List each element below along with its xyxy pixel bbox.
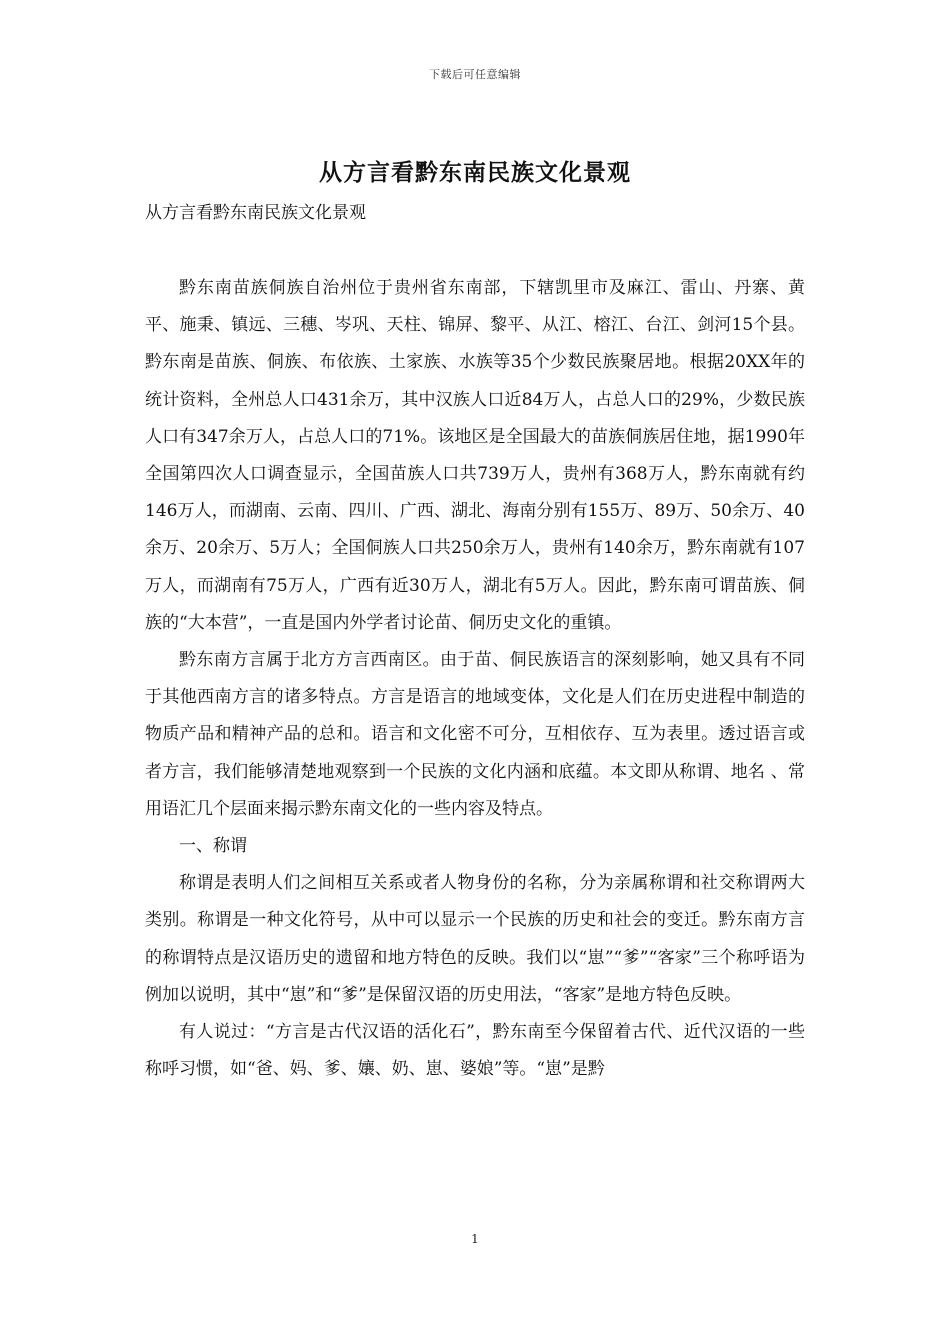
paragraph: 有人说过：“方言是古代汉语的活化石”，黔东南至今保留着古代、近代汉语的一些称呼习惯，如“爸、妈、爹、孃、奶、崽、婆娘”等。“崽”是黔 xyxy=(145,1022,805,1080)
paragraph: 黔东南苗族侗族自治州位于贵州省东南部，下辖凯里市及麻江、雷山、丹寨、黄平、施秉、镇远、三穗、岑巩、天柱、锦屏、黎平、从江、榕江、台江、剑河15个县。黔东南是苗族、侗族、布依族、土家族、水族等35个少数民族聚居地。根据20XX年的统计资料，全州总人口431余万，其中汉族人口近84万人，占总人口的29%，少数民族人口有347余万人，占总人口的71%。该地区是全国最大的苗族侗族居住地，据1990年全国第四次人口调查显示，全国苗族人口共739万人，贵州有368万人，黔东南就有约146万人，而湖南、云南、四川、广西、湖北、海南分别有155万、89万、50余万、40余万、20余万、5万人；全国侗族人口共250余万人，贵州有140余万，黔东南就有107万人，而湖南有75万人，广西有近30万人，湖北有5万人。因此，黔东南可谓苗族、侗族的“大本营”，一直是国内外学者讨论苗、侗历史文化的重镇。 xyxy=(145,278,805,633)
body-text xyxy=(145,270,805,1088)
page-number: 1 xyxy=(471,1232,479,1246)
document-title: 从方言看黔东南民族文化景观 xyxy=(319,159,631,186)
document-subtitle: 从方言看黔东南民族文化景观 xyxy=(145,203,366,223)
header-note: 下载后可任意编辑 xyxy=(429,68,521,81)
paragraph: 黔东南方言属于北方方言西南区。由于苗、侗民族语言的深刻影响，她又具有不同于其他西南方言的诸多特点。方言是语言的地域变体，文化是人们在历史进程中制造的物质产品和精神产品的总和。语言和文化密不可分，互相依存、互为表里。透过语言或者方言，我们能够清楚地观察到一个民族的文化内涵和底蕴。本文即从称谓、地名 、常用语汇几个层面来揭示黔东南文化的一些内容及特点。 xyxy=(145,650,805,819)
paragraph: 称谓是表明人们之间相互关系或者人物身份的名称，分为亲属称谓和社交称谓两大类别。称谓是一种文化符号，从中可以显示一个民族的历史和社会的变迁。黔东南方言的称谓特点是汉语历史的遗留和地方特色的反映。我们以“崽”“爹”“客家”三个称呼语为例加以说明，其中“崽”和“爹”是保留汉语的历史用法，“客家”是地方特色反映。 xyxy=(145,873,805,1005)
section-heading: 一、称谓 xyxy=(179,836,247,857)
